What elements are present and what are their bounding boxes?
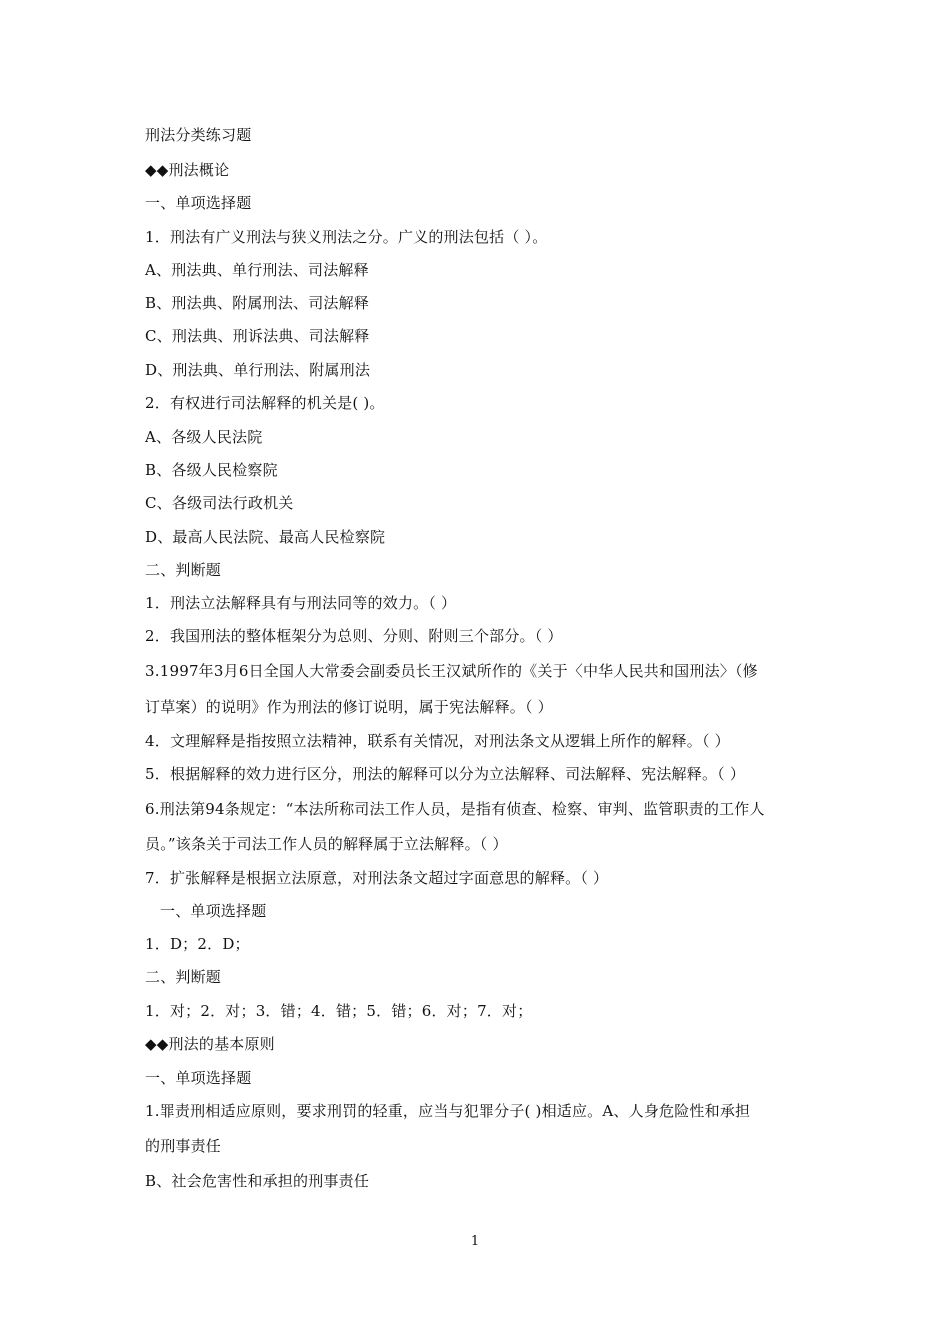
question-text: 1．刑法立法解释具有与刑法同等的效力。（ ） (145, 594, 457, 612)
question-text: 3.1997年3月6日全国人大常委会副委员长王汉斌所作的《关于〈中华人民共和国刑法〉（修 (145, 662, 758, 680)
option-text: A、各级人民法院 (145, 428, 263, 446)
document-title: 刑法分类练习题 (145, 126, 252, 144)
option-text: C、各级司法行政机关 (145, 494, 294, 512)
answer-section-heading: 一、单项选择题 (160, 902, 267, 920)
option-text: B、各级人民检察院 (145, 461, 278, 479)
question-text: 2．我国刑法的整体框架分为总则、分则、附则三个部分。（ ） (145, 627, 563, 645)
answer-section-heading: 二、判断题 (145, 968, 222, 986)
question-text-continued: 的刑事责任 (145, 1137, 222, 1155)
option-text: D、最高人民法院、最高人民检察院 (145, 528, 386, 546)
answer-text: 1．对；2．对；3．错；4．错；5．错；6．对；7．对； (145, 1002, 533, 1020)
option-text: C、刑法典、刑诉法典、司法解释 (145, 327, 370, 345)
question-text-continued: 订草案）的说明》作为刑法的修订说明，属于宪法解释。（ ） (145, 698, 553, 716)
option-text: A、刑法典、单行刑法、司法解释 (145, 261, 369, 279)
answer-text: 1．D；2．D； (145, 935, 250, 953)
option-text: B、刑法典、附属刑法、司法解释 (145, 294, 370, 312)
question-type-heading: 一、单项选择题 (145, 1069, 252, 1087)
page-number: 1 (470, 1234, 480, 1249)
question-text: 1．刑法有广义刑法与狭义刑法之分。广义的刑法包括（ ）。 (145, 228, 548, 246)
option-text: D、刑法典、单行刑法、附属刑法 (145, 361, 371, 379)
question-text: 1.罪责刑相适应原则，要求刑罚的轻重，应当与犯罪分子( )相适应。A、人身危险性和承担 (145, 1102, 751, 1120)
question-type-heading: 一、单项选择题 (145, 194, 252, 212)
question-text: 5．根据解释的效力进行区分，刑法的解释可以分为立法解释、司法解释、宪法解释。（ ） (145, 765, 746, 783)
question-text: 2．有权进行司法解释的机关是( )。 (145, 394, 385, 412)
question-text-continued: 员。”该条关于司法工作人员的解释属于立法解释。（ ） (145, 835, 508, 853)
section-heading: ◆◆刑法的基本原则 (145, 1035, 275, 1053)
question-text: 6.刑法第94条规定：“本法所称司法工作人员，是指有侦查、检察、审判、监管职责的工作人 (145, 800, 765, 818)
question-text: 7．扩张解释是根据立法原意，对刑法条文超过字面意思的解释。（ ） (145, 869, 609, 887)
question-text: 4．文理解释是指按照立法精神，联系有关情况，对刑法条文从逻辑上所作的解释。（ ） (145, 732, 730, 750)
section-heading: ◆◆刑法概论 (145, 161, 230, 179)
option-text: B、社会危害性和承担的刑事责任 (145, 1172, 370, 1190)
question-type-heading: 二、判断题 (145, 561, 222, 579)
